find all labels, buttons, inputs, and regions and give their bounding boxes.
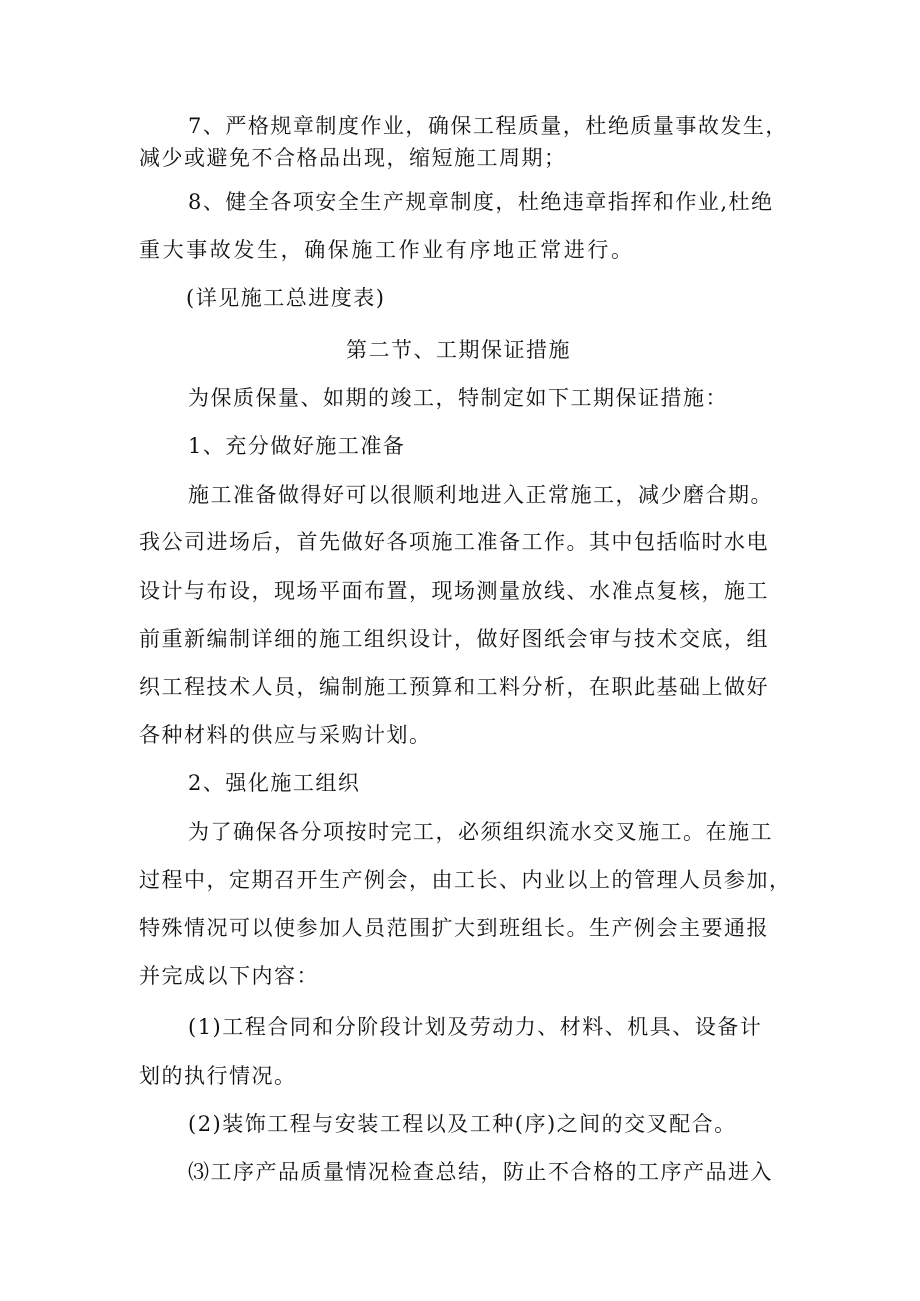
subitem-1-line-2: 划的执行情况。 [139,1064,297,1088]
subitem-2-line-1: (2)装饰工程与安装工程以及工种(序)之间的交叉配合。 [188,1112,737,1136]
subitem-1-line-1: (1)工程合同和分阶段计划及劳动力、材料、机具、设备计 [188,1015,763,1039]
item-1-line-1: 施工准备做得好可以很顺利地进入正常施工，减少磨合期。 [188,483,773,507]
item-2-line-3: 特殊情况可以使参加人员范围扩大到班组长。生产例会主要通报 [139,916,769,940]
intro-paragraph: 为保质保量、如期的竣工，特制定如下工期保证措施： [188,386,728,410]
paragraph-8-line-1: 8、健全各项安全生产规章制度，杜绝违章指挥和作业,杜绝 [188,190,774,214]
item-2-line-2: 过程中，定期召开生产例会，由工长、内业以上的管理人员参加， [139,868,792,892]
item-2-line-1: 为了确保各分项按时完工，必须组织流水交叉施工。在施工 [188,820,773,844]
item-2-line-4: 并完成以下内容： [139,964,319,988]
item-1-line-2: 我公司进场后，首先做好各项施工准备工作。其中包括临时水电 [139,530,769,554]
paragraph-7-line-2: 减少或避免不合格品出现，缩短施工周期； [139,146,567,170]
item-1-line-5: 织工程技术人员，编制施工预算和工料分析，在职此基础上做好 [139,675,769,699]
item-1-line-6: 各种材料的供应与采购计划。 [139,723,432,747]
item-1-line-3: 设计与布设，现场平面布置，现场测量放线、水准点复核，施工 [139,579,769,603]
subitem-3-line-1: ⑶工序产品质量情况检查总结，防止不合格的工序产品进入 [188,1160,773,1184]
paragraph-8-line-2: 重大事故发生，确保施工作业有序地正常进行。 [139,238,635,262]
paragraph-7-line-1: 7、严格规章制度作业，确保工程质量，杜绝质量事故发生， [188,114,788,138]
item-1-line-4: 前重新编制详细的施工组织设计，做好图纸会审与技术交底，组 [139,627,769,651]
item-2-heading: 2、强化施工组织 [188,771,361,795]
item-1-heading: 1、充分做好施工准备 [188,434,406,458]
section-heading: 第二节、工期保证措施 [346,338,571,362]
schedule-reference: (详见施工总进度表) [186,286,386,310]
